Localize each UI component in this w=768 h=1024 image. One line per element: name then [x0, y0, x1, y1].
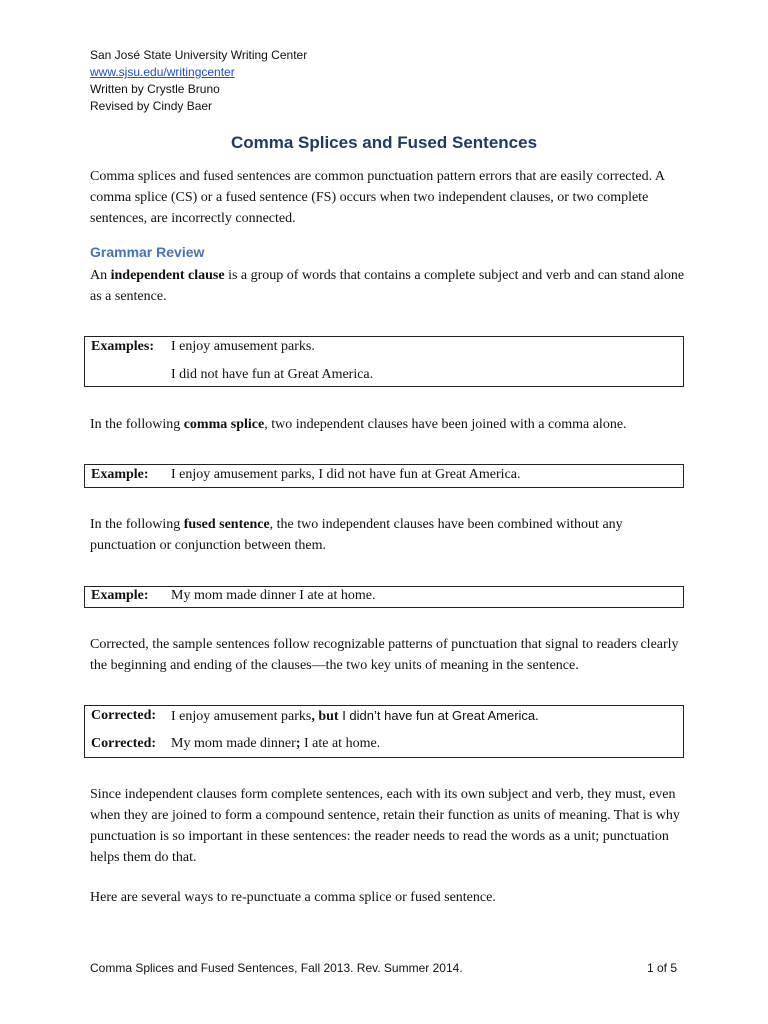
def-term: independent clause — [110, 268, 225, 283]
comma-splice-example: I enjoy amusement parks, I did not have fun at Great America. — [171, 467, 521, 482]
fs-prefix: In the following — [90, 517, 184, 532]
header-reviser: Revised by Cindy Baer — [90, 99, 213, 113]
cs-rest: , two independent clauses have been joined with a comma alone. — [264, 417, 627, 432]
comma-splice-paragraph — [90, 414, 690, 435]
corrected-label-2: Corrected: — [91, 736, 157, 751]
fs-rest: , the two independent clauses have been combined without any punctuation or conjunction between them. — [90, 517, 623, 553]
corrected-1-d: . — [535, 709, 539, 724]
corrected-2-c: I ate at home. — [300, 736, 381, 751]
fused-sentence-paragraph — [90, 514, 690, 556]
intro-paragraph: Comma splices and fused sentences are common punctuation pattern errors that are easily corrected. A comma splice (CS) or a fused sentence (FS) occurs when two independent clauses, or two complete sentences, are incorrectly connected. — [90, 169, 665, 226]
examples-box — [84, 336, 684, 387]
fused-sentence-example-box — [84, 586, 684, 608]
independent-clause-definition — [90, 265, 690, 307]
corrected-paragraph: Corrected, the sample sentences follow recognizable patterns of punctuation that signal to readers clearly the beginning and ending of the clauses—the two key units of meaning in the sentence. — [90, 637, 679, 673]
example-label: Example: — [91, 588, 149, 603]
since-paragraph: Since independent clauses form complete sentences, each with its own subject and verb, they must, even when they are joined to form a compound sentence, retain their function as units of meaning. That is why punctuation is so important in these sentences: the reader needs to read the words as a unit; punctuation helps them do that. — [90, 787, 680, 865]
def-rest: is a group of words that contains a complete subject and verb and can stand alone as a sentence. — [90, 268, 685, 304]
ways-paragraph: Here are several ways to re-punctuate a comma splice or fused sentence. — [90, 890, 496, 905]
corrected-1-c: I didn’t have fun at Great America — [338, 708, 536, 723]
cs-prefix: In the following — [90, 417, 184, 432]
footer-text: Comma Splices and Fused Sentences, Fall 2013. Rev. Summer 2014. — [90, 961, 463, 975]
example-line-2: I did not have fun at Great America. — [171, 367, 374, 382]
cs-term: comma splice — [183, 417, 265, 432]
comma-splice-example-box — [84, 464, 684, 488]
def-prefix: An — [90, 268, 111, 283]
page-number: 1 of 5 — [647, 961, 678, 975]
corrected-line-2 — [171, 736, 380, 752]
example-line-1: I enjoy amusement parks. — [171, 339, 315, 354]
corrected-1-conjunction: , but — [311, 709, 339, 724]
corrected-line-1 — [171, 708, 539, 725]
fused-sentence-example: My mom made dinner I ate at home. — [171, 588, 376, 603]
corrected-1-a: I enjoy amusement parks — [171, 709, 312, 724]
header-url-link[interactable]: www.sjsu.edu/writingcenter — [90, 65, 235, 79]
corrected-2-semicolon: ; — [295, 736, 301, 751]
header-org: San José State University Writing Center — [90, 48, 308, 62]
header-author: Written by Crystle Bruno — [90, 82, 220, 96]
example-label: Example: — [91, 467, 149, 482]
fs-term: fused sentence — [183, 517, 270, 532]
corrected-box — [84, 705, 684, 758]
grammar-review-heading: Grammar Review — [90, 244, 205, 260]
corrected-2-a: My mom made dinner — [171, 736, 296, 751]
page-title: Comma Splices and Fused Sentences — [230, 133, 538, 152]
examples-label: Examples: — [91, 339, 154, 354]
corrected-label-1: Corrected: — [91, 708, 157, 723]
